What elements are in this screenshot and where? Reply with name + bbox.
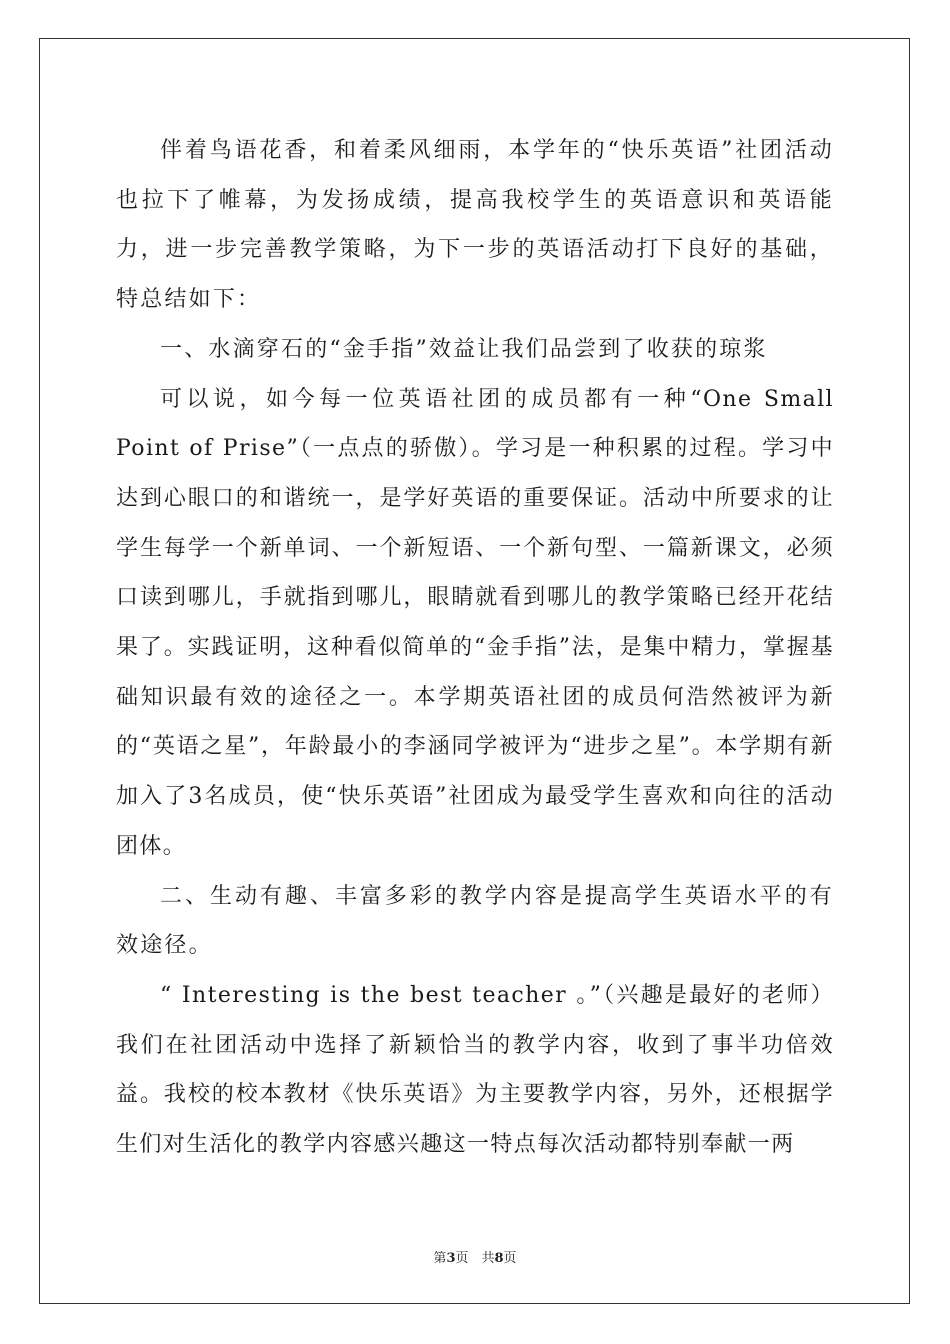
section-heading-two: 二、生动有趣、丰富多彩的教学内容是提高学生英语水平的有效途径。 (116, 883, 834, 959)
footer-page-mid: 页 共 (455, 1251, 495, 1266)
paragraph-interesting-teacher: “ Interesting is the best teacher 。”（兴趣是最好的老师）我们在社团活动中选择了新颖恰当的教学内容，收到了事半功倍效益。我校的校本教材《快乐英语》为主要教学内容，另外，还根据学生们对生活化的教学内容感兴趣这一特点每次活动都特别奉献一两 (116, 982, 834, 1158)
footer-page-prefix: 第 (433, 1251, 447, 1266)
footer-current-page: 3 (446, 1251, 456, 1266)
paragraph-intro: 伴着鸟语花香，和着柔风细雨，本学年的“快乐英语”社团活动也拉下了帷幕，为发扬成绩，提高我校学生的英语意识和英语能力，进一步完善教学策略，为下一步的英语活动打下良好的基础，特总结如下： (116, 138, 834, 313)
footer-page-suffix: 页 (503, 1251, 517, 1266)
footer-total-pages: 8 (494, 1251, 504, 1266)
document-body (116, 126, 834, 1170)
section-heading-one: 一、水滴穿石的“金手指”效益让我们品尝到了收获的琼浆 (160, 336, 768, 362)
page-footer (0, 1247, 950, 1266)
paragraph-golden-finger: 可以说，如今每一位英语社团的成员都有一种“One Small Point of Prise”（一点点的骄傲）。学习是一种积累的过程。学习中达到心眼口的和谐统一，是学好英语的重要保证。活动中所要求的让学生每学一个新单词、一个新短语、一个新句型、一篇新课文，必须口读到哪儿，手就指到哪儿，眼睛就看到哪儿的教学策略已经开花结果了。实践证明，这种看似简单的“金手指”法，是集中精力，掌握基础知识最有效的途径之一。本学期英语社团的成员何浩然被评为新的“英语之星”，年龄最小的李涵同学被评为“进步之星”。本学期有新加入了3名成员，使“快乐英语”社团成为最受学生喜欢和向往的活动团体。 (116, 386, 834, 859)
